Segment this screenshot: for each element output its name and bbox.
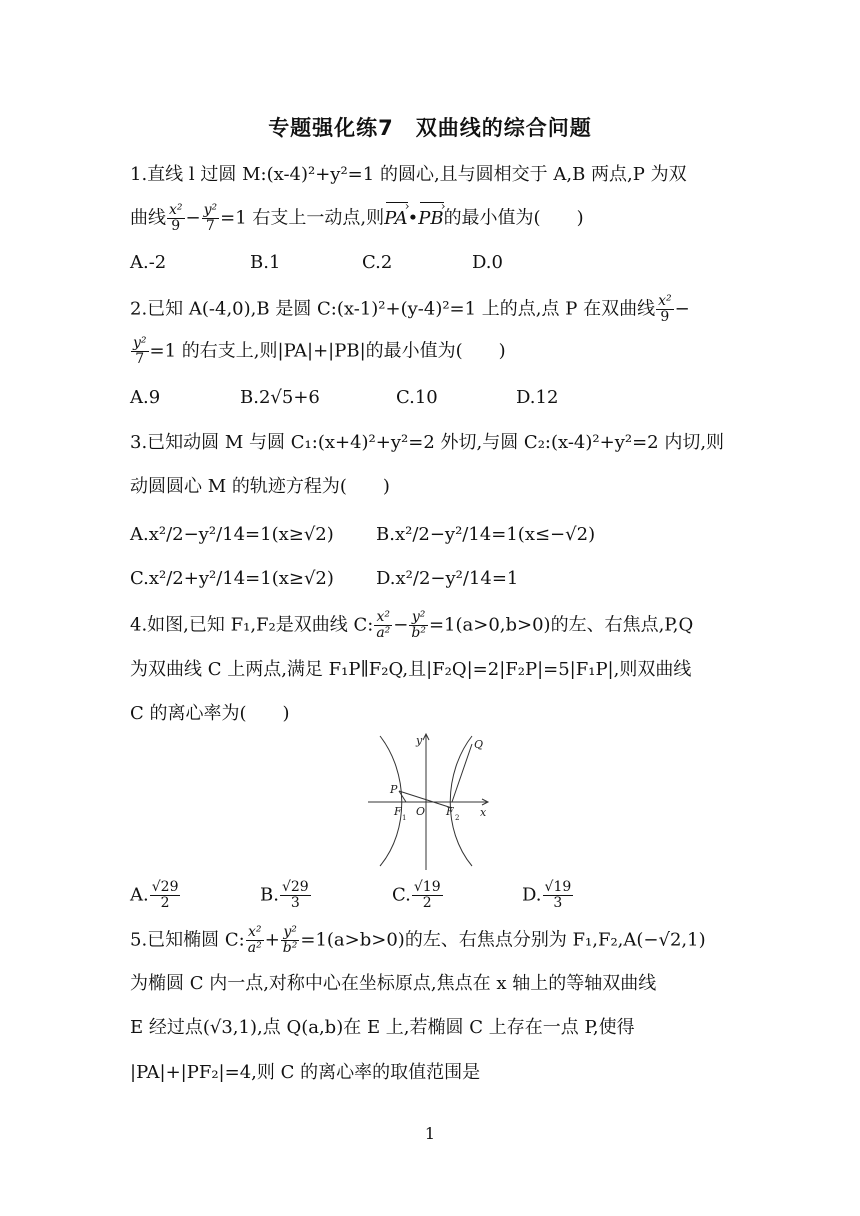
q4-text: 4.如图,已知 F₁,F₂是双曲线 C: [130, 614, 374, 636]
q3-option-a: A.x²/2−y²/14=1(x≥√2) [130, 524, 334, 545]
q2-frac-y: $\frac{\text{y²}}{7}$ [133, 335, 147, 367]
q4-line3: C 的离心率为( ) [130, 703, 290, 724]
q2-frac-x: $\frac{\text{x²}}{9}$ [658, 293, 672, 325]
label-p: P [390, 783, 398, 796]
label-y: y [416, 734, 423, 747]
right-branch [450, 736, 472, 866]
label-f1: F [394, 805, 402, 818]
label-o: O [416, 805, 426, 818]
q2-text: 2.已知 A(-4,0),B 是圆 C:(x-1)²+(y-4)²=1 上的点,点 P 在双曲线 [130, 298, 656, 320]
page-title: 专题强化练7 双曲线的综合问题 [268, 116, 592, 140]
q1-text2: =1 右支上一动点,则 [220, 207, 385, 229]
q2-line1 [130, 294, 690, 325]
page-number: 1 [424, 1124, 436, 1143]
q5-line2: 为椭圆 C 内一点,对称中心在坐标原点,焦点在 x 轴上的等轴双曲线 [130, 973, 657, 994]
q5-line4: |PA|+|PF₂|=4,则 C 的离心率的取值范围是 [130, 1062, 481, 1083]
q1-line1: 1.直线 l 过圆 M:(x-4)²+y²=1 的圆心,且与圆相交于 A,B 两点,P 为双 [130, 164, 687, 185]
q5-frac-y: $\frac{\text{y²}}{\text{b²}}$ [282, 924, 298, 956]
label-f2-sub: 2 [455, 814, 460, 822]
q1-option-c: C.2 [362, 252, 393, 273]
label-x: x [480, 806, 487, 819]
label-f1-sub: 1 [402, 814, 407, 822]
q5-text: 5.已知椭圆 C: [130, 929, 245, 951]
q5-line1 [130, 925, 706, 956]
q4-option-d: D. $\frac{√19}{3}$ [522, 879, 572, 911]
q4-option-a: A. $\frac{√29}{2}$ [130, 879, 179, 911]
q5-text2: =1(a>b>0)的左、右焦点分别为 F₁,F₂,A(−√2,1) [300, 929, 706, 951]
q4-frac-x: $\frac{\text{x²}}{\text{a²}}$ [376, 609, 391, 641]
q4-minus: − [393, 614, 409, 636]
q5-line3: E 经过点(√3,1),点 Q(a,b)在 E 上,若椭圆 C 上存在一点 P,使得 [130, 1017, 635, 1038]
q4-option-b: B. $\frac{√29}{3}$ [260, 879, 309, 911]
q3-option-d: D.x²/2−y²/14=1 [376, 568, 519, 589]
q1-frac-x: $\frac{\text{x²}}{9}$ [169, 202, 183, 234]
q1-line2 [130, 203, 584, 234]
q1-option-a: A.-2 [130, 252, 167, 273]
q1-option-d: D.0 [472, 252, 503, 273]
q1-option-b: B.1 [250, 252, 281, 273]
q1-text: 曲线 [130, 207, 166, 229]
q2-line2 [130, 336, 506, 367]
dot-product: • [407, 207, 419, 229]
q2-minus: − [674, 298, 690, 320]
left-branch [380, 736, 402, 866]
segment-f2q [452, 744, 472, 802]
q1-text3: 的最小值为( ) [443, 207, 584, 229]
q2-option-d: D.12 [516, 387, 559, 408]
q1-frac-y: $\frac{\text{y²}}{7}$ [203, 202, 218, 234]
q4-line2: 为双曲线 C 上两点,满足 F₁P∥F₂Q,且|F₂Q|=2|F₂P|=5|F₁P|,则双曲线 [130, 659, 692, 680]
hyperbola-figure [368, 732, 492, 870]
label-f2: F [446, 805, 454, 818]
q4-line1 [130, 610, 693, 641]
q3-line1: 3.已知动圆 M 与圆 C₁:(x+4)²+y²=2 外切,与圆 C₂:(x-4)²+y²=2 内切,则 [130, 432, 725, 453]
q3-line2: 动圆圆心 M 的轨迹方程为( ) [130, 476, 390, 497]
q4-text2: =1(a>0,b>0)的左、右焦点,P,Q [428, 614, 694, 636]
q1-minus: − [185, 207, 201, 229]
vector-pa: PA › [384, 204, 407, 234]
q4-option-c: C. $\frac{√19}{2}$ [392, 879, 441, 911]
vector-pb: PB › [418, 204, 443, 234]
q3-option-b: B.x²/2−y²/14=1(x≤−√2) [376, 524, 596, 545]
q2-option-c: C.10 [396, 387, 438, 408]
q2-option-a: A.9 [130, 387, 161, 408]
q5-frac-x: $\frac{\text{x²}}{\text{a²}}$ [247, 924, 262, 956]
q3-option-c: C.x²/2+y²/14=1(x≥√2) [130, 568, 334, 589]
q4-frac-y: $\frac{\text{y²}}{\text{b²}}$ [411, 609, 426, 641]
q2-option-b: B.2√5+6 [240, 387, 320, 408]
label-q: Q [474, 738, 484, 751]
q5-plus: + [264, 929, 280, 951]
q2-text2: =1 的右支上,则|PA|+|PB|的最小值为( ) [149, 340, 506, 362]
